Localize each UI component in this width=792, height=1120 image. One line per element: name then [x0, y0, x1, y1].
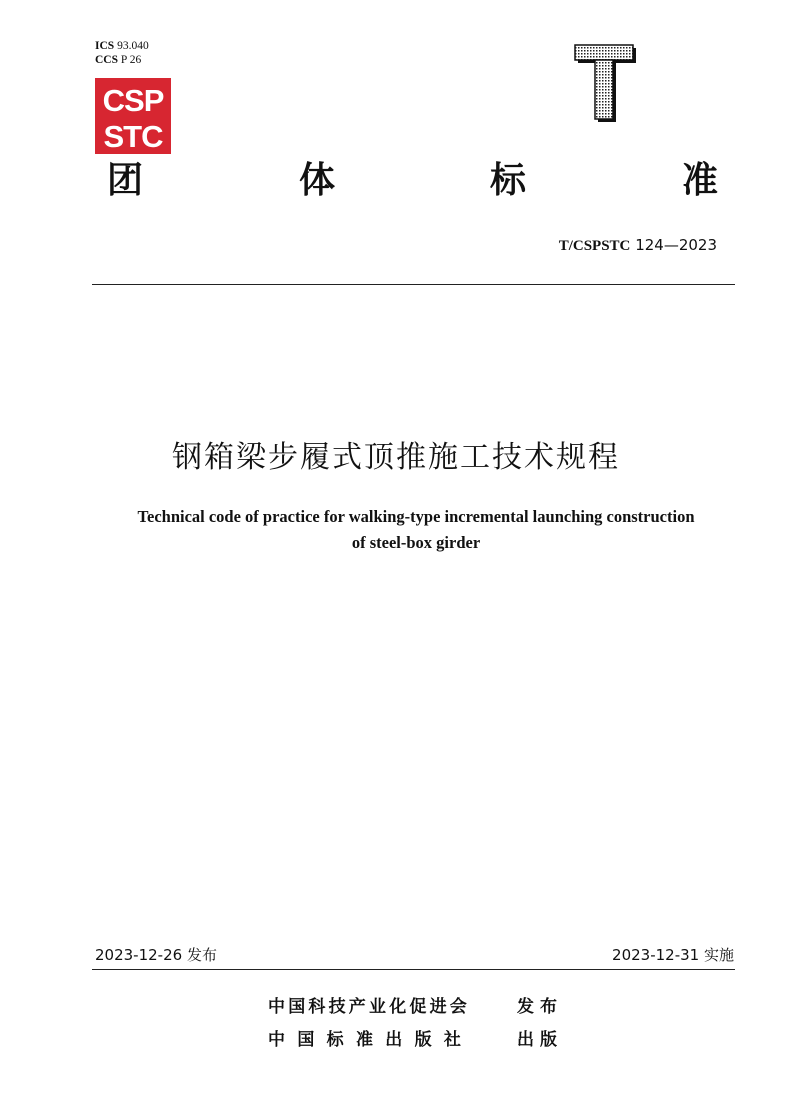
- implementation-date: 2023-12-31 实施: [612, 946, 734, 964]
- issue-date: 2023-12-26 发布: [95, 946, 217, 964]
- standard-type-char: 准: [682, 160, 719, 201]
- standard-number-prefix: T/CSPSTC: [558, 238, 631, 254]
- standard-type-heading: [95, 160, 725, 202]
- ccs-code: CCS P 26: [95, 54, 142, 66]
- top-divider: [92, 284, 735, 285]
- standard-number: [559, 236, 717, 255]
- standard-category-letter: [572, 44, 638, 124]
- publisher-role: 发布: [517, 997, 563, 1017]
- logo-text-bottom: STC: [103, 119, 163, 154]
- standard-number-value: 124—2023: [635, 236, 717, 254]
- logo-text-top: CSP: [102, 83, 164, 118]
- english-title-line: of steel-box girder: [351, 533, 481, 552]
- cspstc-logo: [95, 78, 171, 154]
- ics-code: ICS 93.040: [95, 40, 149, 52]
- publisher-name: 中国科技产业化促进会: [268, 997, 470, 1017]
- press-role: 出版: [517, 1030, 563, 1050]
- standard-type-char: 团: [107, 160, 144, 201]
- standard-type-char: 体: [299, 160, 336, 201]
- classification-codes: [95, 39, 149, 67]
- standard-type-char: 标: [490, 160, 527, 201]
- document-title-english: [70, 504, 762, 556]
- bottom-divider: [92, 969, 735, 970]
- english-title-line: Technical code of practice for walking-type incremental launching construction: [137, 507, 695, 526]
- document-title-chinese: 钢箱梁步履式顶推施工技术规程: [172, 440, 620, 475]
- press-name: 中 国 标 准 出 版 社: [268, 1030, 465, 1050]
